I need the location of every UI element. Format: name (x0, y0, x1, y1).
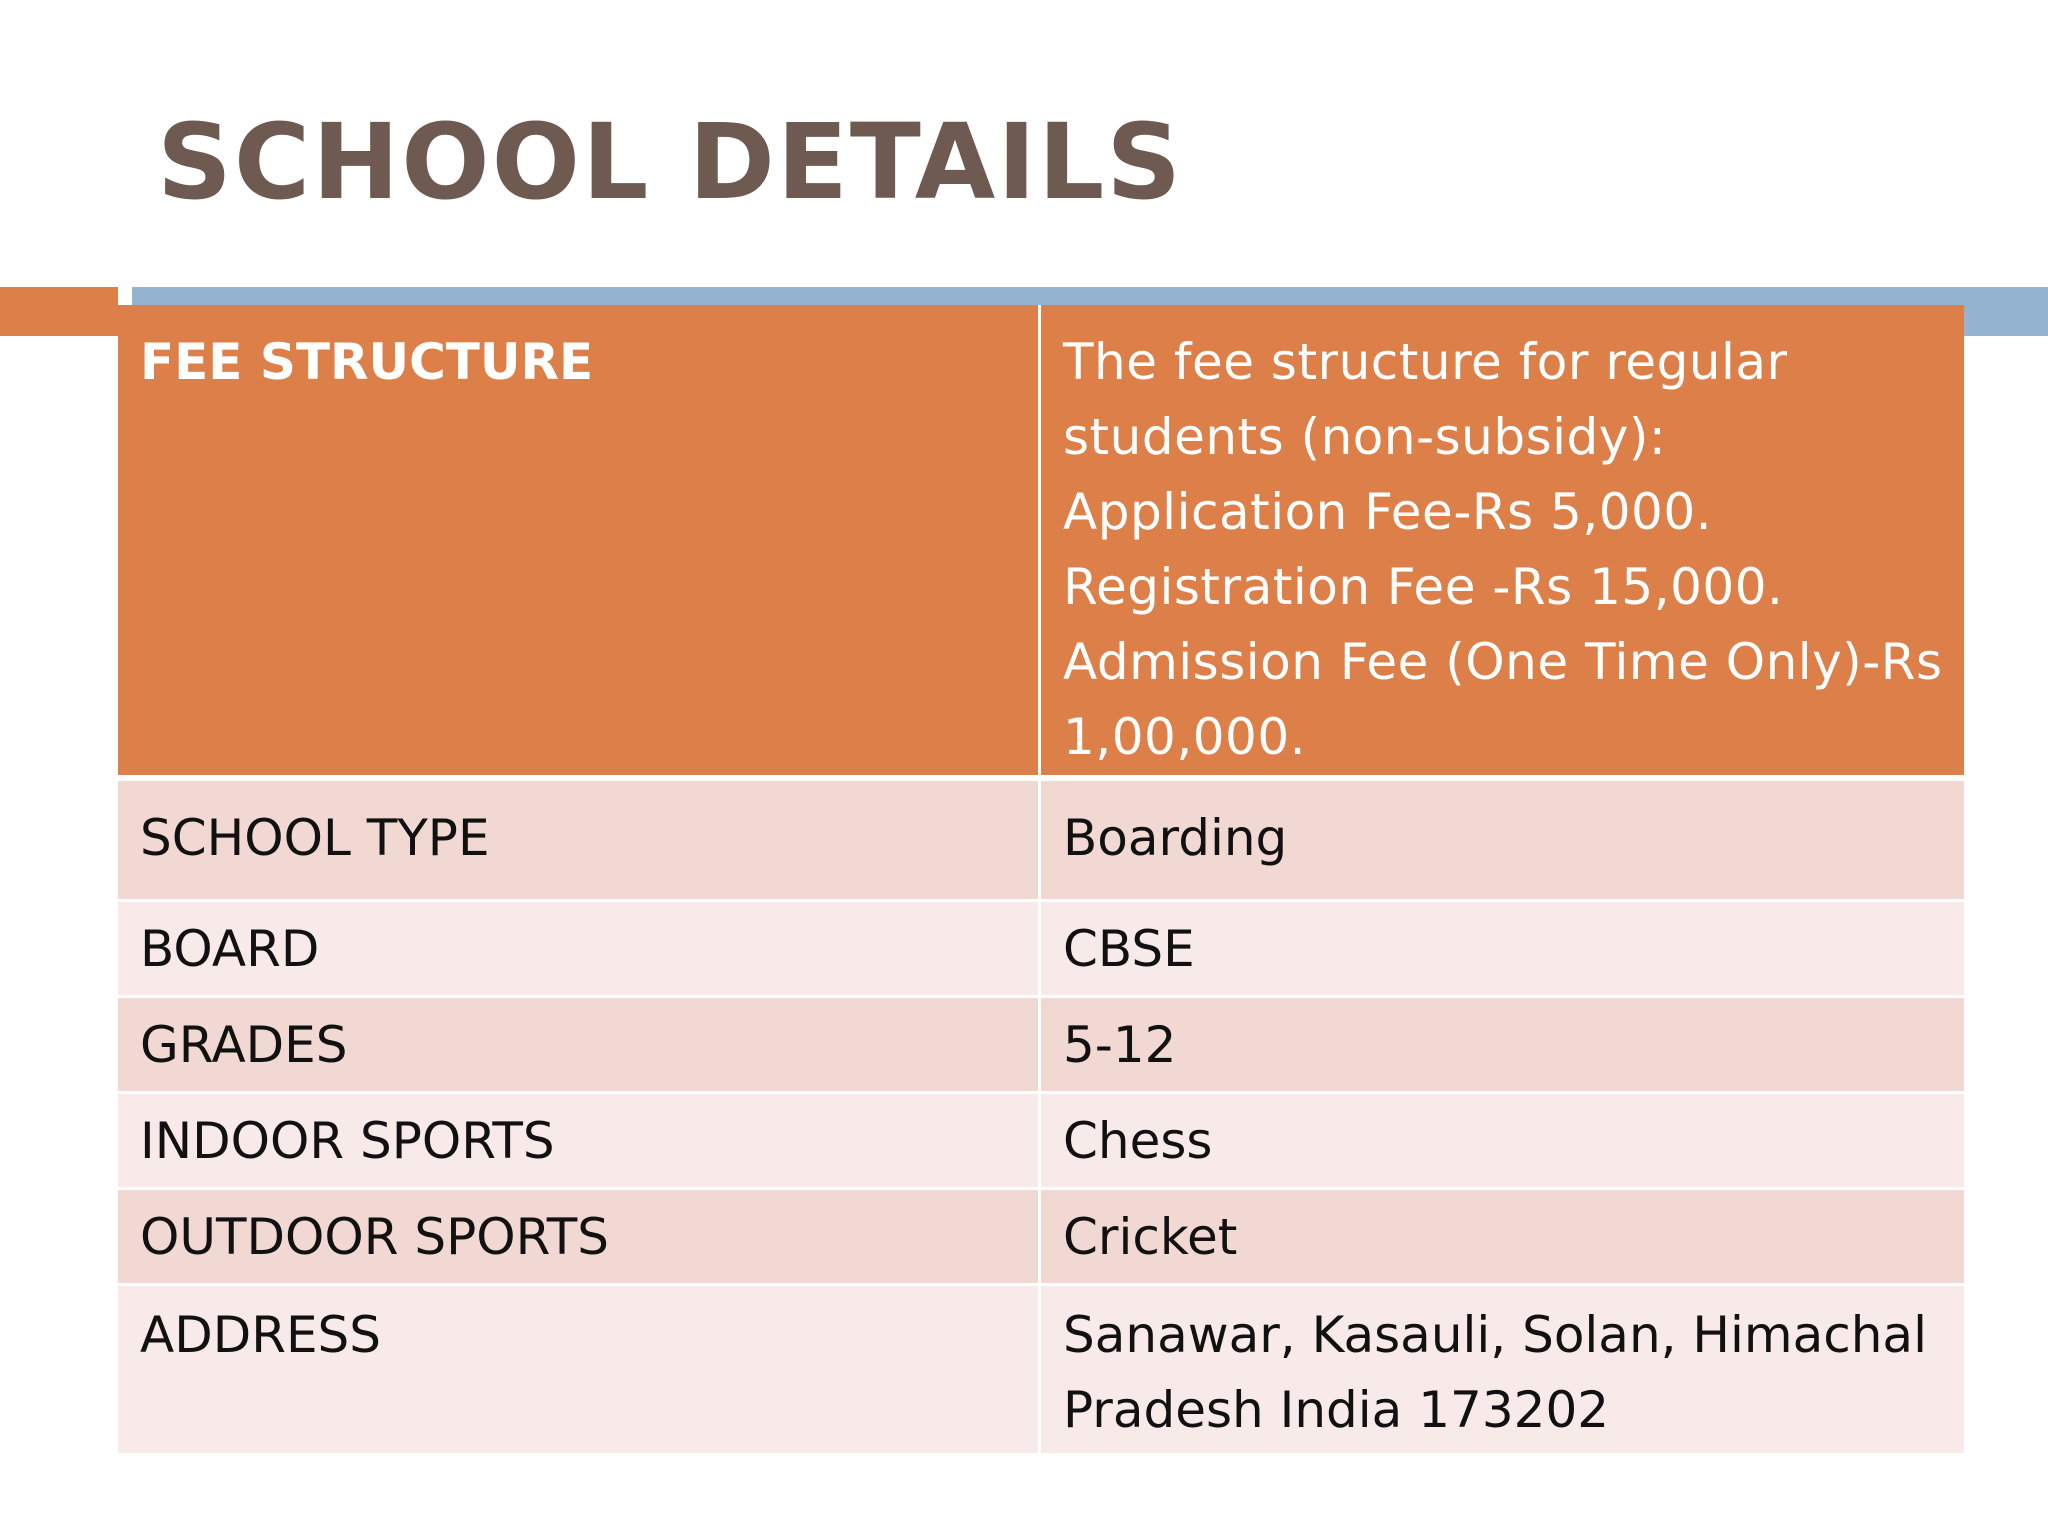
table-row-board (118, 902, 1964, 998)
school-details-table (118, 305, 1964, 1456)
slide-title: SCHOOL DETAILS (157, 101, 1184, 223)
table-cell-label: GRADES (118, 998, 1041, 1094)
table-cell-value: Boarding (1041, 781, 1964, 902)
table-cell-label: BOARD (118, 902, 1041, 998)
table-cell-label: OUTDOOR SPORTS (118, 1190, 1041, 1286)
table-cell-value: Sanawar, Kasauli, Solan, Himachal Pradesh India 173202 (1041, 1286, 1964, 1456)
table-row-grades (118, 998, 1964, 1094)
table-cell-label: SCHOOL TYPE (118, 781, 1041, 902)
table-row-outdoor-sports (118, 1190, 1964, 1286)
accent-bar-orange (0, 287, 118, 336)
table-row-address (118, 1286, 1964, 1456)
table-cell-label: FEE STRUCTURE (118, 305, 1041, 781)
table-cell-value: Chess (1041, 1094, 1964, 1190)
table-row-school-type (118, 781, 1964, 902)
table-cell-value: Cricket (1041, 1190, 1964, 1286)
table-row-fee-structure (118, 305, 1964, 781)
table-cell-label: INDOOR SPORTS (118, 1094, 1041, 1190)
table-cell-label: ADDRESS (118, 1286, 1041, 1456)
table-cell-value: 5-12 (1041, 998, 1964, 1094)
table-row-indoor-sports (118, 1094, 1964, 1190)
table-cell-value: The fee structure for regular students (non-subsidy): Application Fee-Rs 5,000. Registration Fee -Rs 15,000. Admission Fee (One Time Only)-Rs 1,00,000. (1041, 305, 1964, 781)
table-cell-value: CBSE (1041, 902, 1964, 998)
